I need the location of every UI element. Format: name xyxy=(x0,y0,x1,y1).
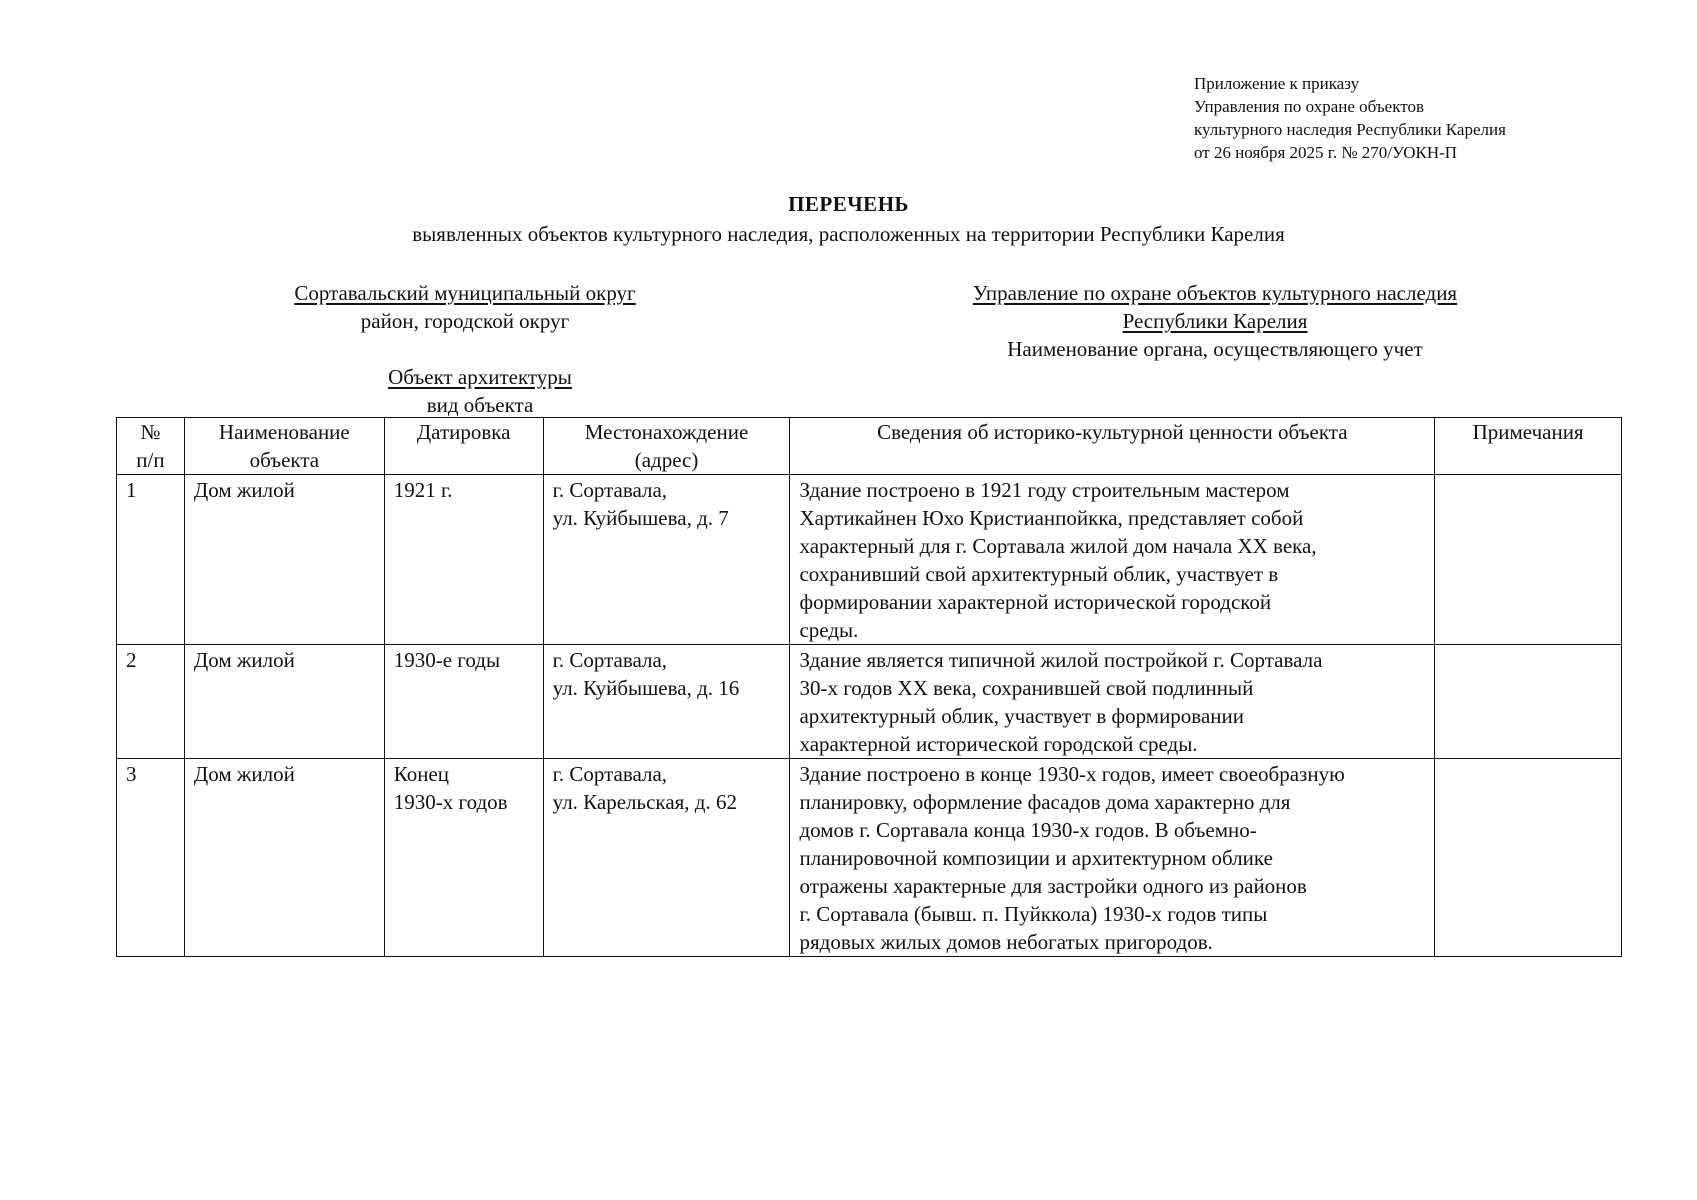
district-block xyxy=(240,279,690,335)
table-header-row xyxy=(117,418,1622,475)
header-date: Датировка xyxy=(384,418,543,475)
row-notes xyxy=(1435,645,1622,759)
heritage-objects-table xyxy=(116,417,1622,957)
row-notes xyxy=(1435,759,1622,957)
annex-line: от 26 ноября 2025 г. № 270/УОКН-П xyxy=(1194,143,1458,162)
row-address: г. Сортавала, ул. Куйбышева, д. 7 xyxy=(543,475,790,645)
row-address: г. Сортавала, ул. Куйбышева, д. 16 xyxy=(543,645,790,759)
table-row xyxy=(117,759,1622,957)
authority-value-line: Управление по охране объектов культурного наследия xyxy=(972,281,1458,305)
authority-value-line: Республики Карелия xyxy=(1122,309,1308,333)
object-kind-value: Объект архитектуры xyxy=(388,365,572,389)
row-description: Здание построено в конце 1930-х годов, имеет своеобразную планировку, оформление фасадов дома характерно для домов г. Сортавала конца 1930-х годов. В объемно- планировочной композиции и архитектурном облике отражены характерные для застройки одного из районов г. Сортавала (бывш. п. Пуйккола) 1930-х годов типы рядовых жилых домов небогатых пригородов. xyxy=(790,759,1435,957)
order-annex-note xyxy=(1194,72,1506,164)
row-description: Здание является типичной жилой постройкой г. Сортавала 30-х годов XX века, сохранившей свой подлинный архитектурный облик, участвует в формировании характерной исторической городской среды. xyxy=(790,645,1435,759)
header-location: Местонахождение (адрес) xyxy=(543,418,790,475)
annex-line: Управления по охране объектов xyxy=(1194,97,1424,116)
row-num: 3 xyxy=(117,759,185,957)
document-title: ПЕРЕЧЕНЬ xyxy=(788,192,909,216)
header-name: Наименование объекта xyxy=(184,418,384,475)
row-name: Дом жилой xyxy=(184,759,384,957)
row-name: Дом жилой xyxy=(184,645,384,759)
row-date: 1921 г. xyxy=(384,475,543,645)
table-row xyxy=(117,645,1622,759)
row-date: Конец 1930-х годов xyxy=(384,759,543,957)
authority-block xyxy=(945,279,1485,363)
document-subtitle: выявленных объектов культурного наследия, расположенных на территории Республики Карелия xyxy=(412,222,1285,246)
object-kind-block xyxy=(330,363,630,419)
header-num: № п/п xyxy=(117,418,185,475)
row-name: Дом жилой xyxy=(184,475,384,645)
authority-caption: Наименование органа, осуществляющего учет xyxy=(1007,337,1423,361)
header-notes: Примечания xyxy=(1435,418,1622,475)
row-date: 1930-е годы xyxy=(384,645,543,759)
row-description: Здание построено в 1921 году строительным мастером Хартикайнен Юхо Кристианпойкка, представляет собой характерный для г. Сортавала жилой дом начала XX века, сохранивший свой архитектурный облик, участвует в формировании характерной исторической городской среды. xyxy=(790,475,1435,645)
object-kind-caption: вид объекта xyxy=(426,393,534,417)
district-caption: район, городской округ xyxy=(360,309,570,333)
row-num: 2 xyxy=(117,645,185,759)
annex-line: Приложение к приказу xyxy=(1194,74,1360,93)
row-notes xyxy=(1435,475,1622,645)
district-value: Сортавальский муниципальный округ xyxy=(294,281,636,305)
table-row xyxy=(117,475,1622,645)
row-address: г. Сортавала, ул. Карельская, д. 62 xyxy=(543,759,790,957)
row-num: 1 xyxy=(117,475,185,645)
header-value: Сведения об историко-культурной ценности объекта xyxy=(790,418,1435,475)
annex-line: культурного наследия Республики Карелия xyxy=(1194,120,1506,139)
